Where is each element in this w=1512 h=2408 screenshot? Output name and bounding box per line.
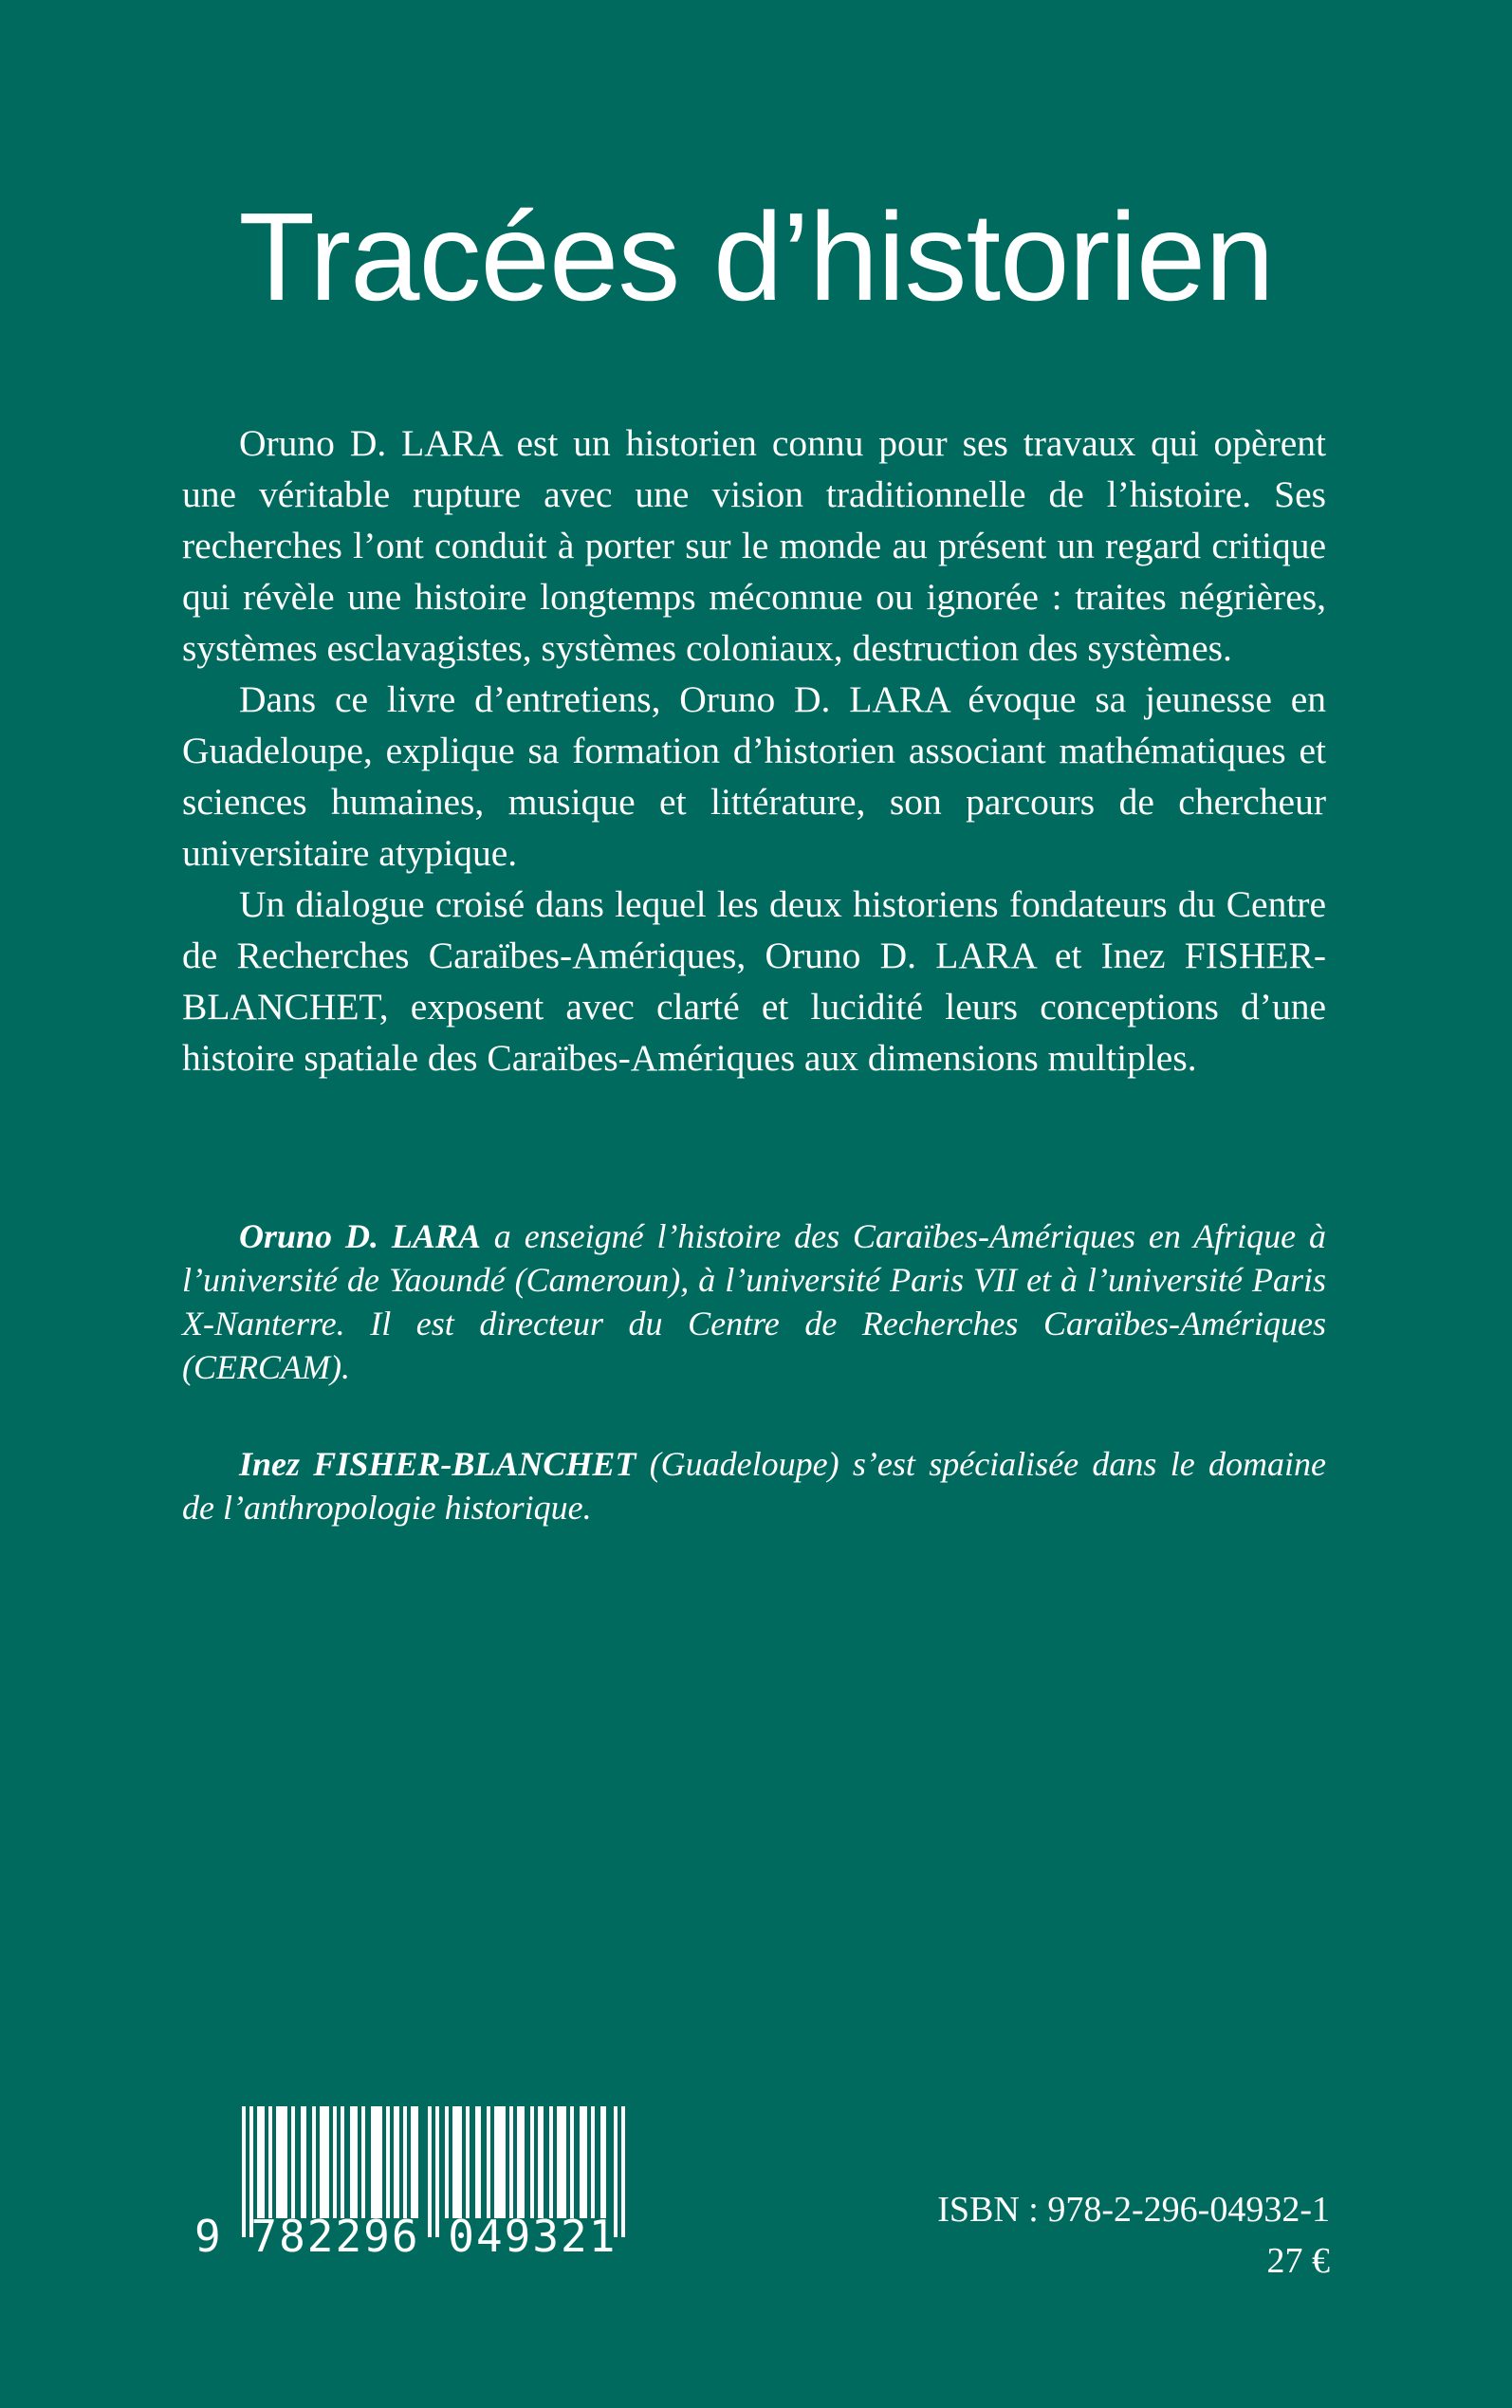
author-bio-text-lara: a enseigné l’histoire des Caraïbes-Amériques en Afrique à l’université de Yaoundé (Cameroun), à l’université Paris VII et à l’université Paris X-Nanterre. Il est directeur du Centre de Recherches Caraïbes-Amériques (CERCAM).: [182, 1217, 1326, 1386]
book-title: Tracées d’historien: [238, 187, 1274, 326]
blurb-paragraph-2: Dans ce livre d’entretiens, Oruno D. LARA évoque sa jeunesse en Guadeloupe, explique sa formation d’historien associant mathématiques et sciences humaines, musique et littérature, son parcours de chercheur universitaire atypique.: [182, 678, 1326, 874]
author-name-fisher-blanchet: Inez FISHER-BLANCHET: [239, 1445, 636, 1483]
barcode-block: [194, 2106, 650, 2262]
blurb-paragraph-1: Oruno D. LARA est un historien connu pour ses travaux qui opèrent une véritable rupture avec une vision traditionnelle de l’histoire. Ses recherches l’ont conduit à porter sur le monde au présent un regard critique qui révèle une histoire longtemps méconnue ou ignorée : traites négrières, systèmes esclavagistes, systèmes coloniaux, destruction des systèmes.: [182, 422, 1326, 669]
blurb: [182, 417, 1326, 1084]
blurb-paragraph-3: Un dialogue croisé dans lequel les deux historiens fondateurs du Centre de Recherches Caraïbes-Amériques, Oruno D. LARA et Inez FISHER-BLANCHET, exposent avec clarté et lucidité leurs conceptions d’une histoire spatiale des Caraïbes-Amériques aux dimensions multiples.: [182, 883, 1326, 1079]
isbn: ISBN : 978-2-296-04932-1: [937, 2190, 1330, 2230]
author-bio-fisher-blanchet: [182, 1442, 1326, 1529]
barcode-digits: 9 782296 049321: [194, 2211, 618, 2262]
author-bio-text-fisher-blanchet: (Guadeloupe) s’est spécialisée dans le domaine de l’anthropologie historique.: [182, 1445, 1326, 1527]
price: 27 €: [1266, 2241, 1330, 2281]
author-name-lara: Oruno D. LARA: [239, 1217, 481, 1255]
author-bio-lara: [182, 1214, 1326, 1389]
